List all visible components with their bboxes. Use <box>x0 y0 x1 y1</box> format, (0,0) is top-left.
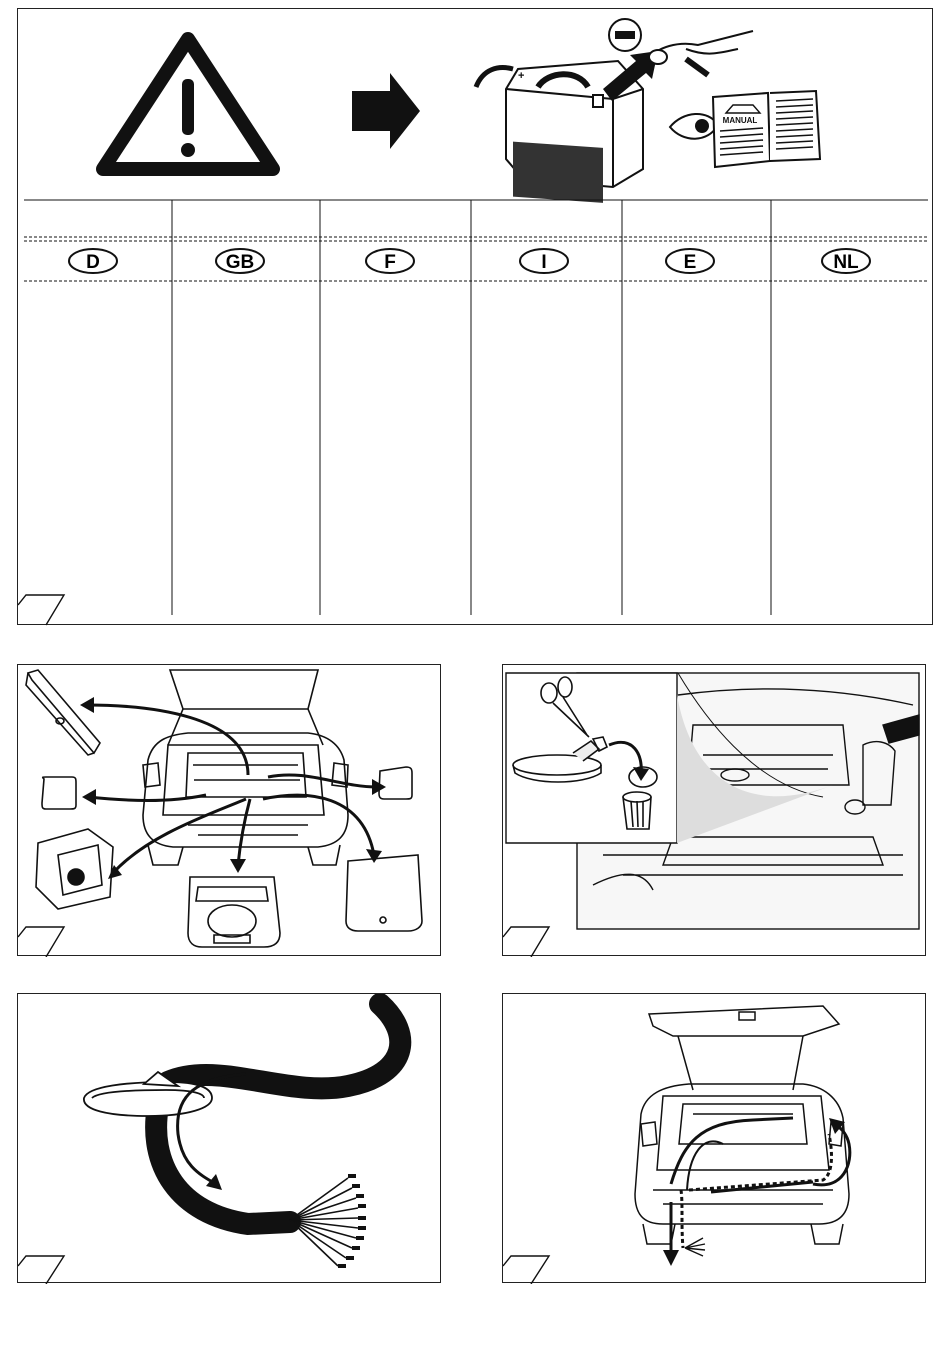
step-route-cable-through-grommet <box>17 993 441 1283</box>
language-code-gb: GB <box>225 252 255 273</box>
language-pill-es[interactable] <box>666 249 714 273</box>
language-pill-de[interactable] <box>69 249 117 273</box>
wire-bundle-icon <box>685 1238 705 1256</box>
right-arrow-icon <box>352 73 420 149</box>
read-manual-icon <box>670 91 820 167</box>
wire-bundle-icon <box>290 1178 358 1266</box>
safety-panel-drawing <box>18 9 934 626</box>
car-rear-open-trunk-icon <box>635 1006 849 1244</box>
step-route-cable-in-trunk <box>502 993 926 1283</box>
step1-drawing <box>18 665 442 957</box>
page-corner-fold-icon <box>18 1256 64 1284</box>
battery-plus-sign: + <box>518 70 525 82</box>
page-corner-fold-icon <box>18 595 64 625</box>
language-pill-nl[interactable] <box>822 249 870 273</box>
step4-drawing <box>503 994 927 1284</box>
car-rear-open-trunk-icon <box>143 670 348 865</box>
step3-drawing <box>18 994 442 1284</box>
language-code-de: D <box>86 252 100 273</box>
language-pill-it[interactable] <box>520 249 568 273</box>
page-corner-fold-icon <box>18 927 64 957</box>
manual-label: MANUAL <box>722 116 758 125</box>
page-corner-fold-icon <box>503 927 549 957</box>
language-pills <box>18 246 934 276</box>
language-pill-fr[interactable] <box>366 249 414 273</box>
language-code-nl: NL <box>833 252 859 273</box>
safety-language-panel <box>17 8 933 625</box>
step2-drawing <box>503 665 927 957</box>
step-remove-trunk-panels <box>17 664 441 956</box>
language-pill-gb[interactable] <box>216 249 264 273</box>
car-battery-icon <box>476 19 753 203</box>
step-cut-grommet <box>502 664 926 956</box>
language-code-fr: F <box>384 252 396 273</box>
language-row <box>18 246 934 276</box>
page-corner-fold-icon <box>503 1256 549 1284</box>
warning-triangle-icon <box>103 39 273 169</box>
arrow-heads <box>80 697 386 879</box>
language-code-es: E <box>683 252 697 273</box>
language-code-it: I <box>541 252 547 273</box>
